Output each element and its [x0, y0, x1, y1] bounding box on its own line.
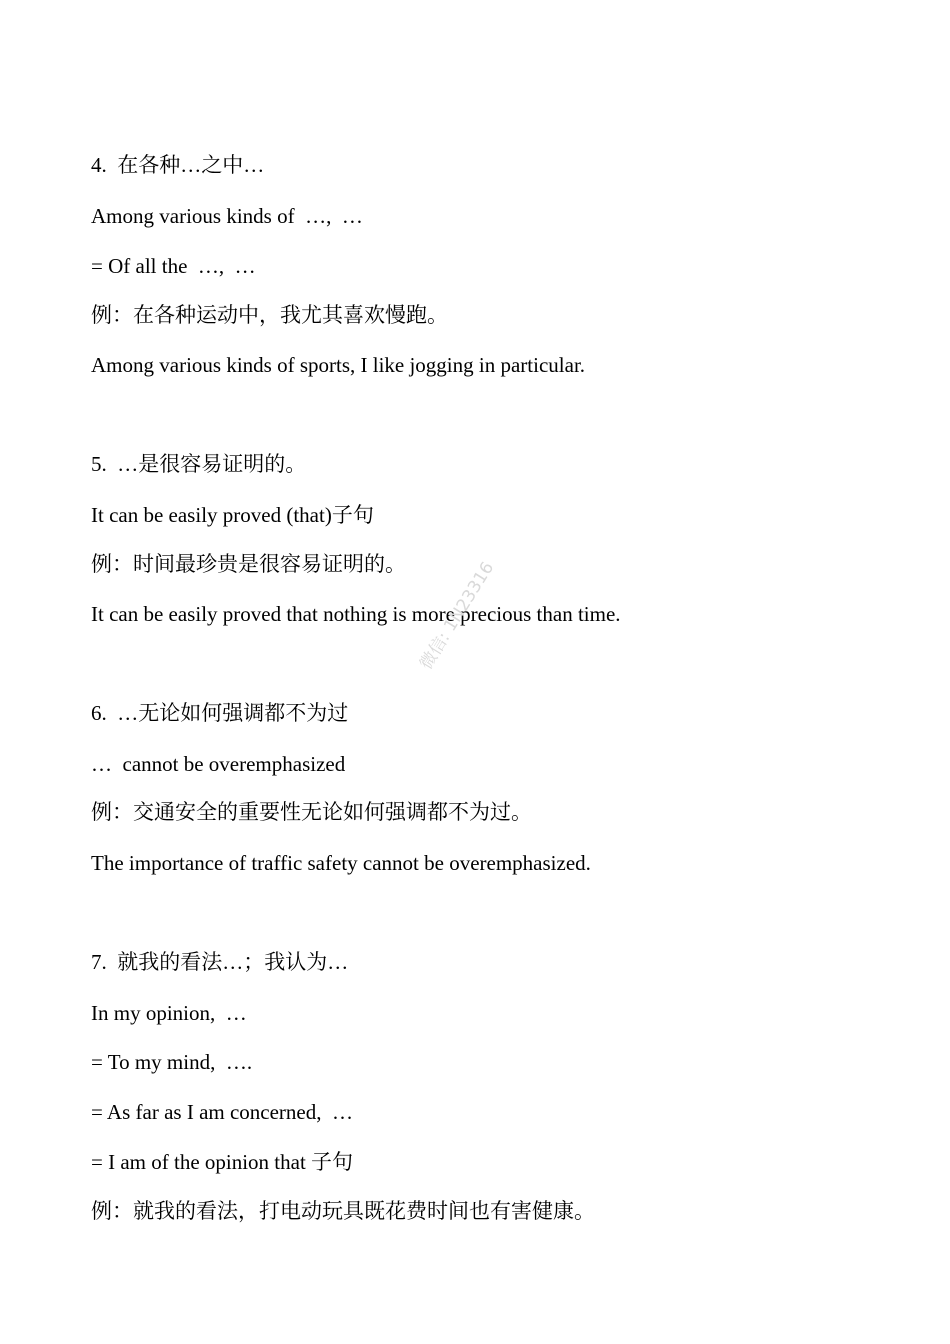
section-4-example-en: Among various kinds of sports, I like jogging in particular.	[91, 353, 586, 377]
section-6-line-1: … cannot be overemphasized	[91, 752, 346, 776]
section-7-line-2: = To my mind, ….	[91, 1050, 253, 1074]
section-6-example-zh: 例：交通安全的重要性无论如何强调都不为过。	[91, 800, 532, 824]
section-5-example-en: It can be easily proved that nothing is more precious than time.	[91, 602, 621, 626]
section-5-heading: 5. …是很容易证明的。	[91, 452, 307, 476]
section-7-line-1: In my opinion, …	[91, 1001, 247, 1025]
section-4-heading: 4. 在各种…之中…	[91, 153, 265, 177]
section-7-line-3: = As far as I am concerned, …	[91, 1100, 353, 1124]
section-4-line-1: Among various kinds of …, …	[91, 204, 363, 228]
watermark-text: 微信: 1N23316	[416, 558, 499, 674]
section-6-example-en: The importance of traffic safety cannot be overemphasized.	[91, 851, 591, 875]
section-7-example-zh: 例：就我的看法，打电动玩具既花费时间也有害健康。	[91, 1199, 595, 1223]
section-7-line-4: = I am of the opinion that 子句	[91, 1150, 354, 1174]
section-6-heading: 6. …无论如何强调都不为过	[91, 701, 349, 725]
section-5-line-1: It can be easily proved (that)子句	[91, 503, 374, 527]
section-5-example-zh: 例：时间最珍贵是很容易证明的。	[91, 552, 406, 576]
section-4-example-zh: 例：在各种运动中，我尤其喜欢慢跑。	[91, 303, 448, 327]
section-4-line-2: = Of all the …, …	[91, 254, 256, 278]
section-7-heading: 7. 就我的看法…；我认为…	[91, 950, 349, 974]
